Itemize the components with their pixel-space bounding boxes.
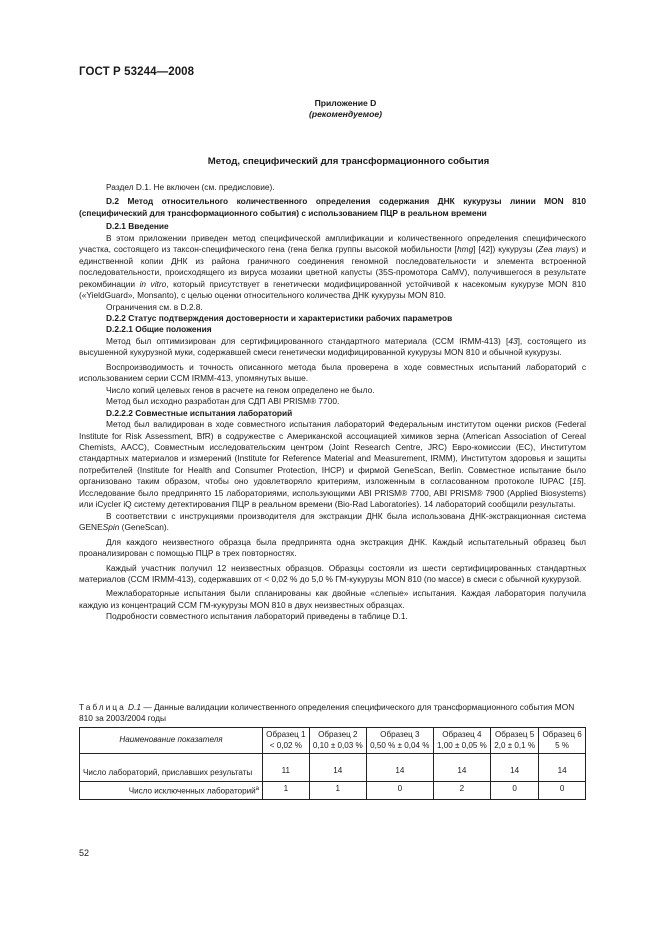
paragraph-abi-prism: Метод был исходно разработан для СДП ABI PRISM® 7700. <box>106 396 340 407</box>
paragraph-optimization: Метод был оптимизирован для сертифицированного стандартного материала (CCM IRMM-413) [43], состоящего из высушенной кукурузной муки, содержавшей смеси генетически модифицированной кукурузы MON 810 и обычной кукурузы. <box>79 335 586 358</box>
page-number: 52 <box>79 848 90 858</box>
table-row <box>80 754 586 782</box>
table-cell: 14 <box>539 754 586 782</box>
table-header-sample-2: Образец 2 0,10 ± 0,03 % <box>309 728 366 754</box>
paragraph-validation: Метод был валидирован в ходе совместного испытания лабораторий Федеральным институтом оценки рисков (Federal Institute for Risk Assessment, BfR) в содружестве с Американской ассоциацией химиков зерна (American Association of Cereal Chemists, AACC), Совместным исследовательским центром (Joint Research Centre, JRC) Евро-комиссии (EC), Институтом стандартных материалов и измерений (Institute for Reference Material and Measurement, IRMM), Институтом здоровья и защиты потребителей (Institute for Health and Consumer Protection, IHCP) и фирмой GeneScan, Berlin. Совместное испытание было организовано таким образом, чтобы оно удовлетворяло критериям, изложенным в согласованном протоколе IUPAC [15]. Исследование было предпринято 15 лабораториями, использующими ABI PRISM® 7700, ABI PRISM® 7900 (Applied Biosystems) или iCycler iQ систему детектирования ПЦР в реальном времени (Bio-Rad Laboratories). 14 лабораторий сообщили результаты. <box>79 419 586 510</box>
table-row <box>80 781 586 799</box>
heading-d2-1: D.2.1 Введение <box>106 221 169 232</box>
table-cell: 11 <box>263 754 310 782</box>
document-standard-header: ГОСТ Р 53244—2008 <box>79 66 195 78</box>
table-cell: 0 <box>366 781 433 799</box>
table-header-sample-1: Образец 1 < 0,02 % <box>263 728 310 754</box>
method-title: Метод, специфический для трансформационного события <box>207 156 490 167</box>
annex-title: Приложение D <box>314 98 377 108</box>
heading-d2-2-1: D.2.2.1 Общие положения <box>106 324 212 335</box>
table-row-label: Число исключенных лабораторий$^a$ <box>80 781 263 799</box>
table-cell: 14 <box>366 754 433 782</box>
table-cell: 2 <box>433 781 490 799</box>
table-caption-number: D.1 <box>128 702 142 712</box>
table-header-sample-4: Образец 4 1,00 ± 0,05 % <box>433 728 490 754</box>
table-cell: 14 <box>433 754 490 782</box>
document-body <box>79 182 586 623</box>
table-cell: 1 <box>309 781 366 799</box>
paragraph-blind-tests: Межлабораторные испытания были спланированы как двойные «слепые» испытания. Каждая лаборатория получила каждую из концентраций CCM ГМ-кукурузы MON 810 в двух неизвестных образцах. <box>79 588 586 610</box>
table-header-sample-3: Образец 3 0,50 % ± 0,04 % <box>366 728 433 754</box>
annex-heading <box>0 98 661 120</box>
validation-data-table <box>79 727 586 800</box>
heading-d2-2-2: D.2.2.2 Совместные испытания лабораторий <box>106 407 293 418</box>
paragraph-copy-number: Число копий целевых генов в расчете на геном определено не было. <box>106 384 375 395</box>
table-cell: 14 <box>491 754 539 782</box>
heading-d2: D.2 Метод относительного количественного определения содержания ДНК кукурузы линии MON 810 (специфический для трансформационного события) с использованием ПЦР в реальном времени <box>79 196 586 218</box>
table-header-sample-6: Образец 6 5 % <box>539 728 586 754</box>
paragraph-reproducibility: Воспроизводимость и точность описанного метода была проверена в ходе совместных испытаний лабораторий с использованием серии CCM IRMM-413, упомянутых выше. <box>79 361 586 384</box>
table-caption <box>79 702 586 724</box>
table-cell: 14 <box>309 754 366 782</box>
table-cell: 0 <box>539 781 586 799</box>
table-header-sample-5: Образец 5 2,0 ± 0,1 % <box>491 728 539 754</box>
paragraph-introduction: В этом приложении приведен метод специфической амплификации и количественного определения специфического участка, состоящего из таксон-специфического гена (гена белка группы высокой мобильности [hmg] [42]) кукурузы (Zea mays) и единственной копии ДНК из района граничного соединения геномной последовательности и элемента встроенной последовательности, происходящего из вируса мозаики цветной капусты (35S-промотора CaMV), получившегося в результате рекомбинации in vitro, который присутствует в генетически модифицированной устойчивой к насекомым кукурузе MON 810 («YieldGuard», Monsanto), с целью оценки относительного количества ДНК кукурузы MON 810. <box>79 232 586 301</box>
annex-status: (рекомендуемое) <box>309 109 382 119</box>
paragraph-extraction-system: В соответствии с инструкциями производителя для экстракции ДНК была использована ДНК-экстракционная система GENESpin (GeneScan). <box>79 510 586 533</box>
paragraph-samples: Каждый участник получил 12 неизвестных образцов. Образцы состояли из шести сертифицированных стандартных материалов (CCM IRMM-413), содержавших от < 0,02 % до 5,0 % ГМ-кукурузы MON 810 (по массе) в смеси с обычной кукурузой. <box>79 562 586 584</box>
table-header-parameter: Наименование показателя <box>80 728 263 754</box>
heading-d2-2: D.2.2 Статус подтверждения достоверности и характеристики рабочих параметров <box>106 312 453 323</box>
table-caption-text: — Данные валидации количественного определения специфического для трансформационного события MON 810 за 2003/2004 годы <box>79 702 575 723</box>
table-header-row <box>80 728 586 754</box>
table-caption-label: Таблица <box>79 702 126 712</box>
table-cell: 1 <box>263 781 310 799</box>
table-row-label: Число лабораторий, приславших результаты <box>80 754 263 782</box>
table-cell: 0 <box>491 781 539 799</box>
paragraph-section-d1: Раздел D.1. Не включен (см. предисловие). <box>106 182 275 192</box>
paragraph-table-reference: Подробности совместного испытания лабораторий приведены в таблице D.1. <box>106 611 408 622</box>
paragraph-extraction: Для каждого неизвестного образца была предпринята одна экстракция ДНК. Каждый испытательный образец был проанализирован с помощью ПЦР в трех повторностях. <box>79 536 586 559</box>
paragraph-limitations: Ограничения см. в D.2.8. <box>106 301 203 312</box>
